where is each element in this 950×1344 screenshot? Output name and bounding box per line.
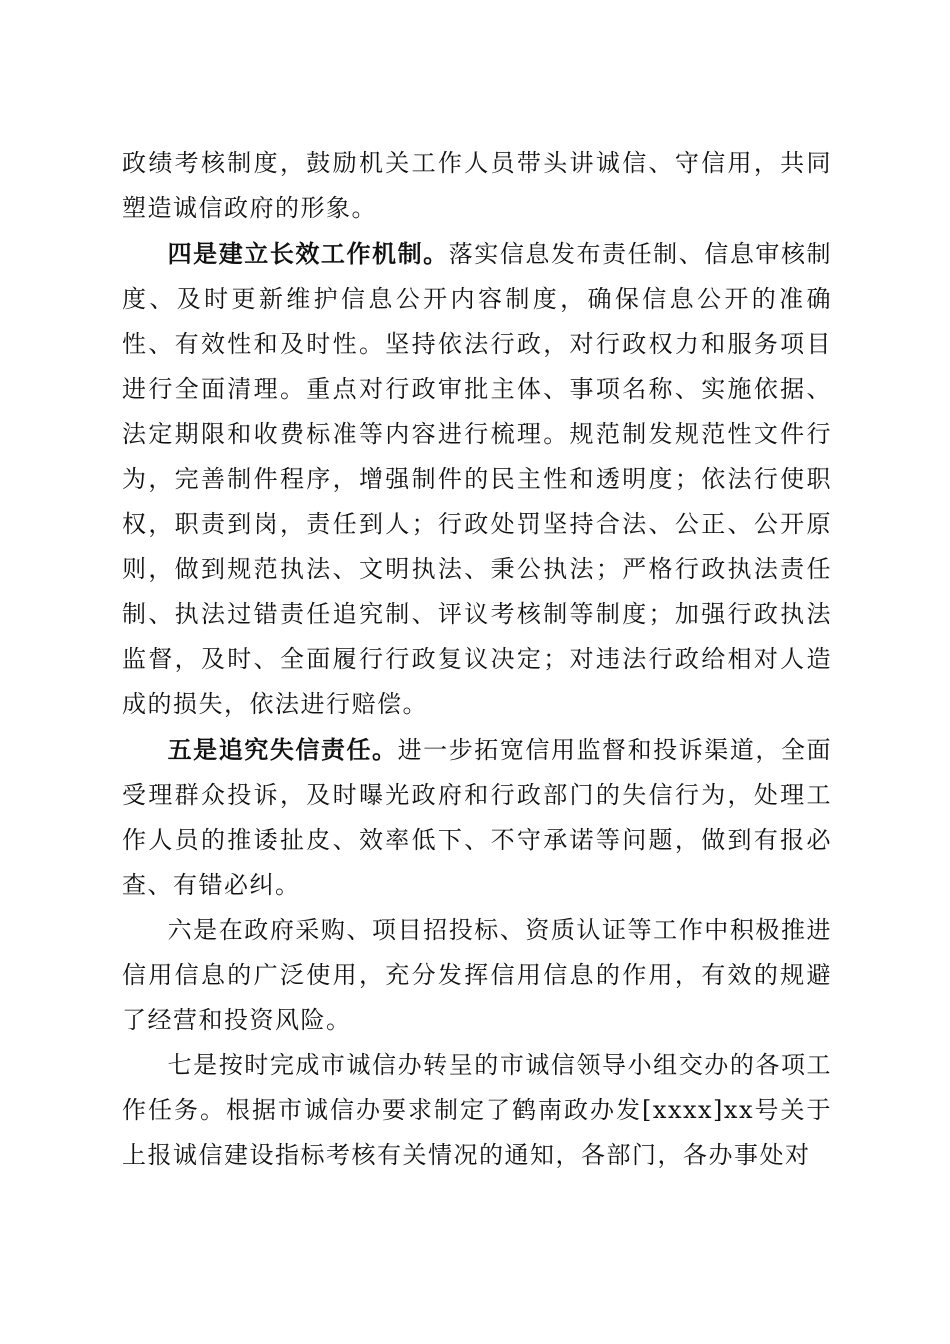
paragraph-1	[122, 141, 832, 231]
paragraph-2-lead: 四是建立长效工作机制。	[167, 239, 449, 268]
document-body	[122, 141, 832, 1178]
paragraph-4	[122, 908, 832, 1043]
paragraph-3	[122, 727, 832, 908]
paragraph-5-text: 七是按时完成市诚信办转呈的市诚信领导小组交办的各项工作任务。根据市诚信办要求制定了鹤南政办发[xxxx]xx号关于上报诚信建设指标考核有关情况的通知，各部门，各办事处对	[122, 1051, 832, 1169]
paragraph-4-text: 六是在政府采购、项目招投标、资质认证等工作中积极推进信用信息的广泛使用，充分发挥信用信息的作用，有效的规避了经营和投资风险。	[122, 916, 832, 1034]
paragraph-1-text: 政绩考核制度，鼓励机关工作人员带头讲诚信、守信用，共同塑造诚信政府的形象。	[122, 149, 832, 222]
paragraph-2-text: 落实信息发布责任制、信息审核制度、及时更新维护信息公开内容制度，确保信息公开的准确性、有效性和及时性。坚持依法行政，对行政权力和服务项目进行全面清理。重点对行政审批主体、事项名称、实施依据、法定期限和收费标准等内容进行梳理。规范制发规范性文件行为，完善制件程序，增强制件的民主性和透明度；依法行使职权，职责到岗，责任到人；行政处罚坚持合法、公正、公开原则，做到规范执法、文明执法、秉公执法；严格行政执法责任制、执法过错责任追究制、评议考核制等制度；加强行政执法监督，及时、全面履行行政复议决定；对违法行政给相对人造成的损失，依法进行赔偿。	[122, 240, 833, 718]
paragraph-2	[122, 231, 832, 727]
paragraph-5	[122, 1043, 832, 1178]
paragraph-3-lead: 五是追究失信责任。	[167, 735, 398, 764]
paragraph-3-text: 进一步拓宽信用监督和投诉渠道，全面受理群众投诉，及时曝光政府和行政部门的失信行为，处理工作人员的推诿扯皮、效率低下、不守承诺等问题，做到有报必查、有错必纠。	[122, 736, 833, 899]
